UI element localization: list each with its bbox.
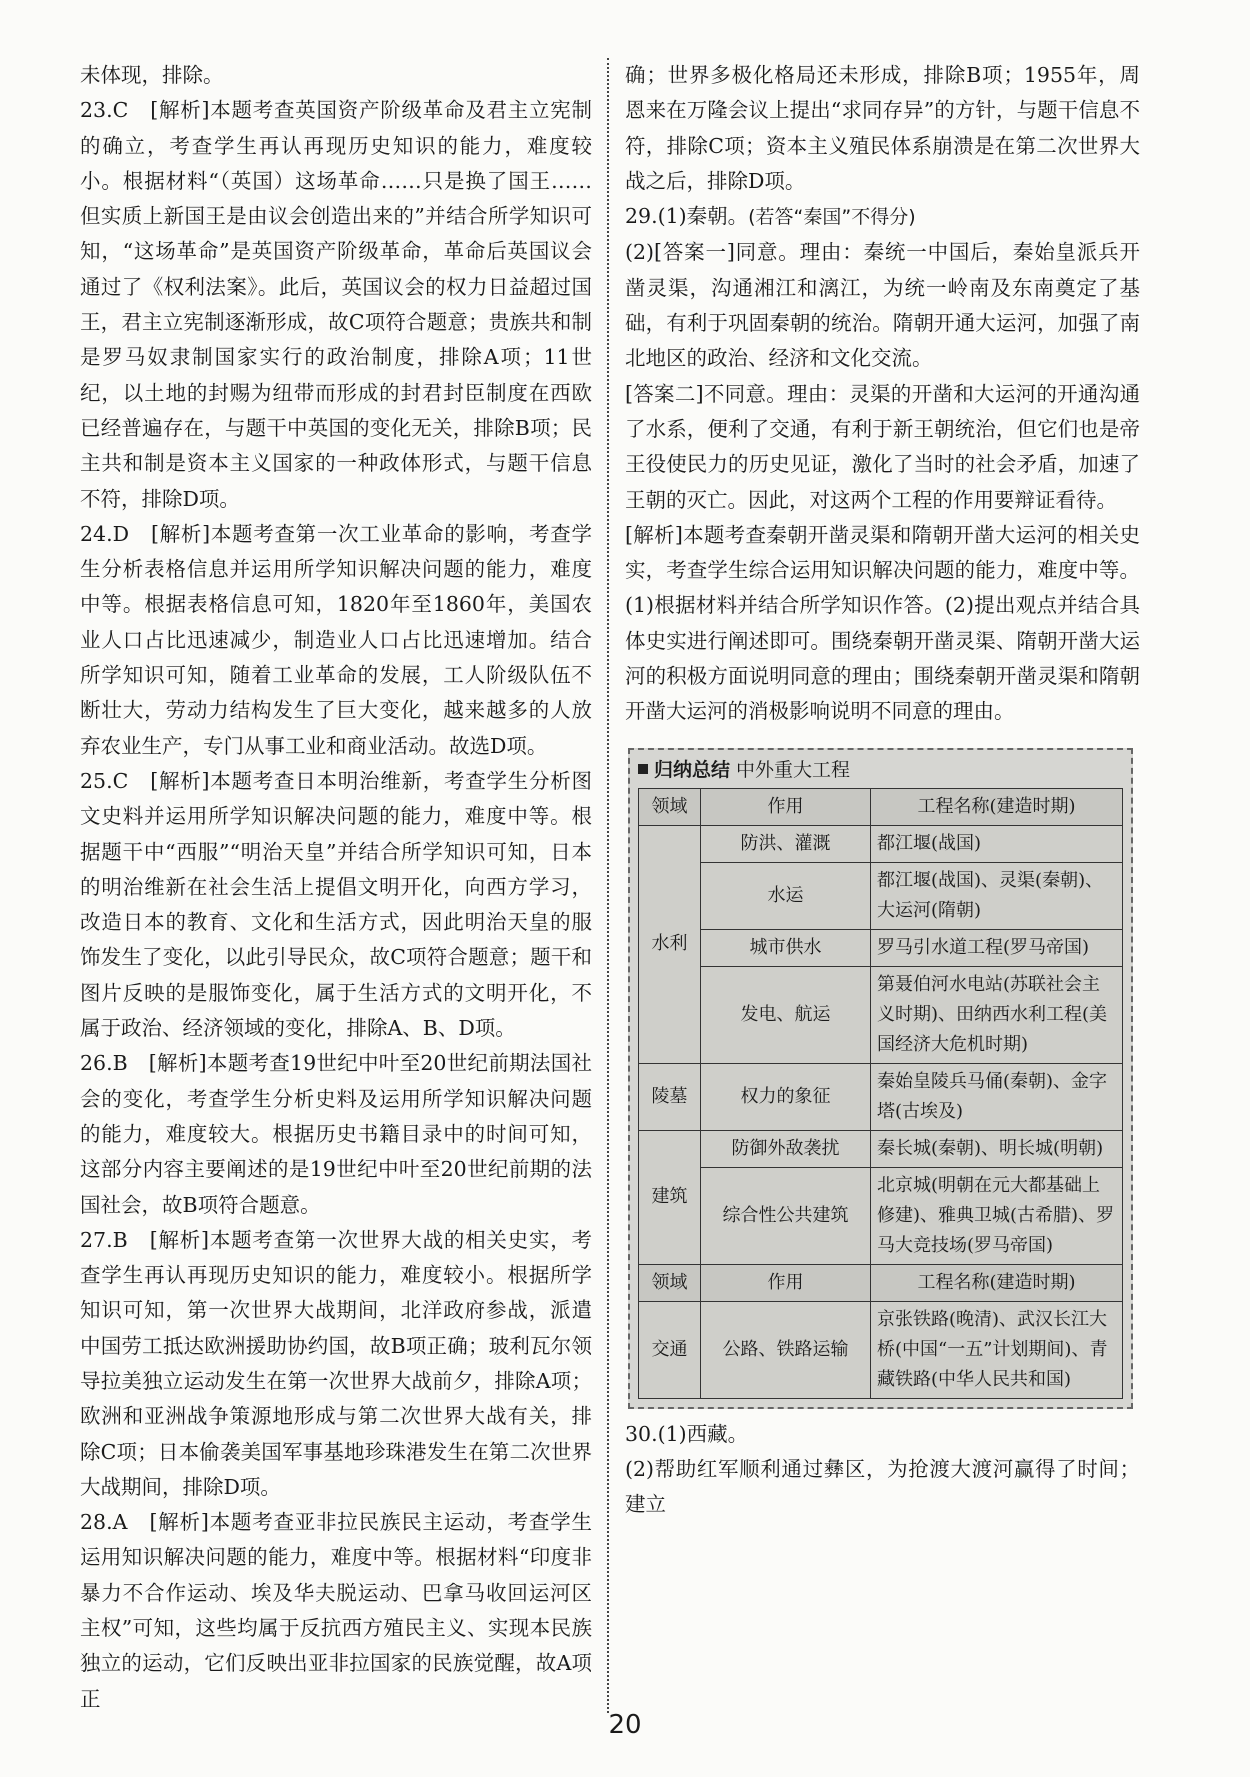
use-cell: 发电、航运 — [701, 966, 871, 1063]
use-cell: 综合性公共建筑 — [701, 1167, 871, 1264]
answer-25: 25.C [解析]本题考查日本明治维新，考查学生分析图文史料并运用所学知识解决问题的能力，难度中等。根据题干中“西服”“明治天皇”并结合所学知识可知，日本的明治维新在社会生活上提倡文明开化，向西方学习，改造日本的教育、文化和生活方式，因此明治天皇的服饰发生了变化，以此引导民众，故C项符合题意；题干和图片反映的是服饰变化，属于生活方式的文明开化，不属于政治、经济领域的变化，排除A、B、D项。 — [80, 768, 592, 1041]
table-header-cell: 领域 — [639, 1264, 701, 1301]
answer-26: 26.B [解析]本题考查19世纪中叶至20世纪前期法国社会的变化，考查学生分析史料及运用所学知识解决问题的能力，难度较大。根据历史书籍目录中的时间可知，这部分内容主要阐述的是19世纪中叶至20世纪前期的法国社会，故B项符合题意。 — [80, 1051, 592, 1217]
right-column — [625, 58, 1140, 1523]
projects-cell: 京张铁路(晚清)、武汉长江大桥(中国“一五”计划期间)、青藏铁路(中华人民共和国) — [871, 1301, 1123, 1398]
table-header-cell: 领域 — [639, 788, 701, 825]
table-row — [639, 862, 1123, 929]
table-header-cell: 作用 — [701, 1264, 871, 1301]
answer-23: 23.C [解析]本题考查英国资产阶级革命及君主立宪制的确立，考查学生再认再现历史知识的能力，难度较小。根据材料“（英国）这场革命……只是换了国王……但实质上新国王是由议会创造出来的”并结合所学知识可知，“这场革命”是英国资产阶级革命，革命后英国议会通过了《权利法案》。此后，英国议会的权力日益超过国王，君主立宪制逐渐形成，故C项符合题意；贵族共和制是罗马奴隶制国家实行的政治制度，排除A项；11世纪，以土地的封赐为纽带而形成的封君封臣制度在西欧已经普遍存在，与题干中英国的变化无关，排除B项；民主共和制是资本主义国家的一种政体形式，与题干信息不符，排除D项。 — [80, 98, 592, 511]
answer-29-1-note: (若答“秦国”不得分) — [748, 206, 916, 229]
summary-table — [638, 788, 1123, 1399]
square-bullet-icon — [638, 764, 648, 774]
answer-29-part1 — [625, 199, 1140, 235]
use-cell: 公路、铁路运输 — [701, 1301, 871, 1398]
projects-cell: 罗马引水道工程(罗马帝国) — [871, 929, 1123, 966]
answer-30-part1: 30.(1)西藏。 — [625, 1421, 749, 1446]
projects-cell: 秦长城(秦朝)、明长城(明朝) — [871, 1130, 1123, 1167]
answer-28: 28.A [解析]本题考查亚非拉民族民主运动，考查学生运用知识解决问题的能力，难度中等。根据材料“印度非暴力不合作运动、埃及华夫脱运动、巴拿马收回运河区主权”可知，这些均属于反抗西方殖民主义、实现本民族独立的运动，它们反映出亚非拉国家的民族觉醒，故A项正 — [80, 1510, 592, 1711]
answer-30-part2: (2)帮助红军顺利通过彝区，为抢渡大渡河赢得了时间；建立 — [625, 1456, 1140, 1517]
summary-tag: 归纳总结 — [654, 758, 731, 781]
paragraph-continuation: 未体现，排除。 — [80, 63, 224, 87]
table-row — [639, 1301, 1123, 1398]
use-cell: 权力的象征 — [701, 1063, 871, 1130]
use-cell: 水运 — [701, 862, 871, 929]
table-row — [639, 825, 1123, 862]
table-row — [639, 1063, 1123, 1130]
answer-29-option2: [答案二]不同意。理由：灵渠的开凿和大运河的开通沟通了水系，便利了交通，有利于新王朝统治，但它们也是帝王役使民力的历史见证，激化了当时的社会矛盾，加速了王朝的灭亡。因此，对这两个工程的作用要辩证看待。 — [625, 381, 1140, 512]
table-header-cell: 工程名称(建造时期) — [871, 788, 1123, 825]
column-divider — [607, 58, 609, 1713]
summary-table-body — [639, 825, 1123, 1398]
field-cell: 建筑 — [639, 1130, 701, 1264]
field-cell: 水利 — [639, 825, 701, 1063]
left-column — [80, 58, 592, 1717]
table-row — [639, 1167, 1123, 1264]
table-header-row-repeat — [639, 1264, 1123, 1301]
projects-cell: 都江堰(战国) — [871, 825, 1123, 862]
use-cell: 防洪、灌溉 — [701, 825, 871, 862]
answer-29-option1: (2)[答案一]同意。理由：秦统一中国后，秦始皇派兵开凿灵渠，沟通湘江和漓江，为统一岭南及东南奠定了基础，有利于巩固秦朝的统治。隋朝开通大运河，加强了南北地区的政治、经济和文化交流。 — [625, 240, 1140, 371]
projects-cell: 第聂伯河水电站(苏联社会主义时期)、田纳西水利工程(美国经济大危机时期) — [871, 966, 1123, 1063]
summary-title — [638, 756, 1123, 784]
answer-27: 27.B [解析]本题考查第一次世界大战的相关史实，考查学生再认再现历史知识的能力，难度较小。根据所学知识可知，第一次世界大战期间，北洋政府参战，派遣中国劳工抵达欧洲援助协约国，故B项正确；玻利瓦尔领导拉美独立运动发生在第一次世界大战前夕，排除A项；欧洲和亚洲战争策源地形成与第二次世界大战有关，排除C项；日本偷袭美国军事基地珍珠港发生在第二次世界大战期间，排除D项。 — [80, 1227, 592, 1499]
table-header-cell: 工程名称(建造时期) — [871, 1264, 1123, 1301]
page-number: 20 — [608, 1710, 642, 1740]
answer-28-continued: 确；世界多极化格局还未形成，排除B项；1955年，周恩来在万隆会议上提出“求同存异”的方针，与题干信息不符，排除C项；资本主义殖民体系崩溃是在第二次世界大战之后，排除D项。 — [625, 63, 1140, 193]
table-row — [639, 929, 1123, 966]
summary-table-head — [639, 788, 1123, 825]
table-row — [639, 966, 1123, 1063]
answer-24: 24.D [解析]本题考查第一次工业革命的影响，考查学生分析表格信息并运用所学知识解决问题的能力，难度中等。根据表格信息可知，1820年至1860年，美国农业人口占比迅速减少，制造业人口占比迅速增加。结合所学知识可知，随着工业革命的发展，工人阶级队伍不断壮大，劳动力结构发生了巨大变化，越来越多的人放弃农业生产，专门从事工业和商业活动。故选D项。 — [80, 521, 592, 758]
answer-29-1-text: 29.(1)秦朝。 — [625, 204, 749, 229]
summary-box — [628, 748, 1133, 1409]
summary-heading: 中外重大工程 — [736, 758, 851, 781]
use-cell: 防御外敌袭扰 — [701, 1130, 871, 1167]
projects-cell: 都江堰(战国)、灵渠(秦朝)、大运河(隋朝) — [871, 862, 1123, 929]
use-cell: 城市供水 — [701, 929, 871, 966]
projects-cell: 秦始皇陵兵马俑(秦朝)、金字塔(古埃及) — [871, 1063, 1123, 1130]
field-cell: 交通 — [639, 1301, 701, 1398]
field-cell: 陵墓 — [639, 1063, 701, 1130]
table-header-cell: 作用 — [701, 788, 871, 825]
answer-29-analysis: [解析]本题考查秦朝开凿灵渠和隋朝开凿大运河的相关史实，考查学生综合运用知识解决问题的能力，难度中等。(1)根据材料并结合所学知识作答。(2)提出观点并结合具体史实进行阐述即可。围绕秦朝开凿灵渠、隋朝开凿大运河的积极方面说明同意的理由；围绕秦朝开凿灵渠和隋朝开凿大运河的消极影响说明不同意的理由。 — [625, 522, 1140, 724]
table-row — [639, 1130, 1123, 1167]
projects-cell: 北京城(明朝在元大都基础上修建)、雅典卫城(古希腊)、罗马大竞技场(罗马帝国) — [871, 1167, 1123, 1264]
